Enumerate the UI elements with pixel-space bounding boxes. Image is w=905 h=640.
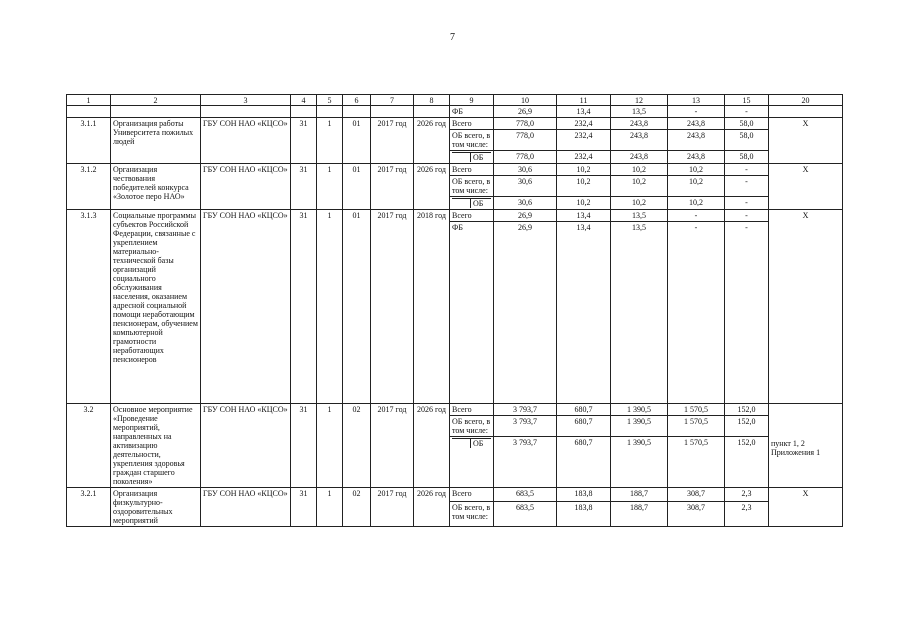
- indent-cell: [452, 153, 471, 163]
- funding-value: -: [725, 164, 769, 176]
- funding-source: ОБ: [471, 439, 492, 449]
- activity-name: Организация чествования победителей конкурса «Золотое перо НАО»: [111, 164, 201, 210]
- funding-value: 58,0: [725, 151, 769, 164]
- column-header: 8: [414, 95, 450, 106]
- funding-value: 188,7: [611, 502, 668, 527]
- code-col6: 02: [343, 404, 371, 488]
- column-header: 9: [450, 95, 494, 106]
- program-table: [66, 94, 843, 527]
- funding-value: 152,0: [725, 437, 769, 488]
- funding-source: [450, 197, 494, 210]
- blank-cell: [67, 106, 111, 118]
- blank-cell: [111, 106, 201, 118]
- blank-cell: [291, 106, 317, 118]
- activity-number: 3.2.1: [67, 488, 111, 527]
- funding-source: [450, 151, 494, 164]
- funding-source: ФБ: [450, 106, 494, 118]
- funding-value: 10,2: [611, 176, 668, 197]
- activity-number: 3.2: [67, 404, 111, 488]
- expected-result: пункт 1, 2 Приложения 1: [769, 404, 843, 488]
- funding-source: ОБ: [471, 199, 492, 209]
- funding-value: 232,4: [557, 151, 611, 164]
- funding-source: Всего: [450, 488, 494, 502]
- funding-value: 58,0: [725, 130, 769, 151]
- funding-value: -: [725, 210, 769, 222]
- funding-source: Всего: [450, 118, 494, 130]
- funding-value: 30,6: [494, 164, 557, 176]
- funding-value: 3 793,7: [494, 437, 557, 488]
- funding-source: [450, 437, 494, 488]
- code-col4: 31: [291, 118, 317, 164]
- funding-value: 1 570,5: [668, 404, 725, 416]
- funding-value: 13,4: [557, 106, 611, 118]
- funding-value: 1 390,5: [611, 437, 668, 488]
- expected-result: Х: [769, 210, 843, 404]
- code-col5: 1: [317, 404, 343, 488]
- blank-cell: [317, 106, 343, 118]
- table-row: [67, 404, 843, 416]
- funding-value: 13,4: [557, 222, 611, 404]
- code-col6: 01: [343, 118, 371, 164]
- funding-value: 243,8: [668, 130, 725, 151]
- activity-name: Организация работы Университета пожилых людей: [111, 118, 201, 164]
- column-header: 20: [769, 95, 843, 106]
- code-col4: 31: [291, 210, 317, 404]
- column-header: 10: [494, 95, 557, 106]
- start-year: 2017 год: [371, 118, 414, 164]
- executor: ГБУ СОН НАО «КЦСО»: [201, 210, 291, 404]
- funding-sub-table: [452, 438, 491, 448]
- funding-source: ОБ всего, в том числе:: [450, 502, 494, 527]
- table-row: [67, 118, 843, 130]
- funding-source: Всего: [450, 404, 494, 416]
- funding-value: 10,2: [557, 164, 611, 176]
- funding-value: -: [725, 106, 769, 118]
- code-col5: 1: [317, 164, 343, 210]
- code-col5: 1: [317, 488, 343, 527]
- activity-name: Основное мероприятие «Проведение мероприятий, направленных на активизацию деятельности, укрепления здоровья граждан старшего поколения»: [111, 404, 201, 488]
- funding-value: 10,2: [611, 164, 668, 176]
- executor: ГБУ СОН НАО «КЦСО»: [201, 488, 291, 527]
- page-number: 7: [450, 32, 455, 43]
- code-col5: 1: [317, 118, 343, 164]
- table-row: [67, 164, 843, 176]
- funding-value: -: [668, 210, 725, 222]
- activity-number: 3.1.3: [67, 210, 111, 404]
- funding-source: Всего: [450, 210, 494, 222]
- column-header: 7: [371, 95, 414, 106]
- funding-value: 58,0: [725, 118, 769, 130]
- column-header: 4: [291, 95, 317, 106]
- funding-value: 188,7: [611, 488, 668, 502]
- funding-value: 232,4: [557, 130, 611, 151]
- column-header: 3: [201, 95, 291, 106]
- expected-result: Х: [769, 164, 843, 210]
- funding-value: 10,2: [611, 197, 668, 210]
- indent-cell: [452, 199, 471, 209]
- code-col4: 31: [291, 164, 317, 210]
- column-header: 11: [557, 95, 611, 106]
- continuation-row: [67, 106, 843, 118]
- funding-source: ФБ: [450, 222, 494, 404]
- code-col4: 31: [291, 488, 317, 527]
- end-year: 2026 год: [414, 488, 450, 527]
- funding-value: 10,2: [557, 176, 611, 197]
- funding-value: 10,2: [668, 197, 725, 210]
- code-col5: 1: [317, 210, 343, 404]
- funding-source: Всего: [450, 164, 494, 176]
- start-year: 2017 год: [371, 210, 414, 404]
- column-header: 12: [611, 95, 668, 106]
- expected-result: Х: [769, 118, 843, 164]
- activity-name: Социальные программы субъектов Российской Федерации, связанные с укреплением материально-технической базы организаций социального обслуживания населения, оказанием адресной социальной помощи неработающим пенсионерам, обучением компьютерной грамотности неработающих пенсионеров: [111, 210, 201, 404]
- start-year: 2017 год: [371, 404, 414, 488]
- funding-value: 243,8: [611, 130, 668, 151]
- end-year: 2026 год: [414, 404, 450, 488]
- funding-value: 680,7: [557, 404, 611, 416]
- funding-value: 243,8: [611, 118, 668, 130]
- funding-value: 680,7: [557, 416, 611, 437]
- funding-source: ОБ: [471, 153, 492, 163]
- column-header: 1: [67, 95, 111, 106]
- funding-value: -: [668, 106, 725, 118]
- column-header: 5: [317, 95, 343, 106]
- blank-cell: [371, 106, 414, 118]
- code-col6: 01: [343, 210, 371, 404]
- funding-value: 1 570,5: [668, 437, 725, 488]
- funding-value: 30,6: [494, 197, 557, 210]
- funding-value: 3 793,7: [494, 416, 557, 437]
- funding-value: 13,5: [611, 210, 668, 222]
- funding-value: 183,8: [557, 502, 611, 527]
- funding-value: 10,2: [668, 164, 725, 176]
- code-col4: 31: [291, 404, 317, 488]
- blank-cell: [201, 106, 291, 118]
- code-col6: 01: [343, 164, 371, 210]
- blank-cell: [343, 106, 371, 118]
- funding-value: 1 390,5: [611, 404, 668, 416]
- code-col6: 02: [343, 488, 371, 527]
- end-year: 2026 год: [414, 164, 450, 210]
- activity-number: 3.1.1: [67, 118, 111, 164]
- funding-value: 778,0: [494, 130, 557, 151]
- funding-value: 26,9: [494, 222, 557, 404]
- header-row: [67, 95, 843, 106]
- executor: ГБУ СОН НАО «КЦСО»: [201, 164, 291, 210]
- funding-value: 13,4: [557, 210, 611, 222]
- funding-value: 778,0: [494, 118, 557, 130]
- funding-value: -: [725, 197, 769, 210]
- funding-value: 308,7: [668, 488, 725, 502]
- table-row: [67, 210, 843, 222]
- funding-value: 10,2: [668, 176, 725, 197]
- funding-value: 152,0: [725, 404, 769, 416]
- funding-value: 13,5: [611, 106, 668, 118]
- funding-value: 152,0: [725, 416, 769, 437]
- end-year: 2026 год: [414, 118, 450, 164]
- indent-cell: [452, 439, 471, 449]
- funding-value: 243,8: [611, 151, 668, 164]
- funding-source: ОБ всего, в том числе:: [450, 130, 494, 151]
- funding-sub-table: [452, 152, 491, 162]
- column-header: 6: [343, 95, 371, 106]
- funding-value: 2,3: [725, 502, 769, 527]
- blank-cell: [414, 106, 450, 118]
- funding-value: 680,7: [557, 437, 611, 488]
- funding-value: 26,9: [494, 106, 557, 118]
- funding-value: 13,5: [611, 222, 668, 404]
- funding-value: -: [725, 222, 769, 404]
- blank-cell: [769, 106, 843, 118]
- funding-value: -: [725, 176, 769, 197]
- funding-value: 683,5: [494, 488, 557, 502]
- funding-value: 683,5: [494, 502, 557, 527]
- funding-value: 30,6: [494, 176, 557, 197]
- funding-source: ОБ всего, в том числе:: [450, 416, 494, 437]
- funding-value: 10,2: [557, 197, 611, 210]
- funding-value: 243,8: [668, 151, 725, 164]
- funding-value: 1 390,5: [611, 416, 668, 437]
- funding-value: 2,3: [725, 488, 769, 502]
- funding-sub-table: [452, 198, 491, 208]
- start-year: 2017 год: [371, 164, 414, 210]
- executor: ГБУ СОН НАО «КЦСО»: [201, 118, 291, 164]
- activity-name: Организация физкультурно-оздоровительных мероприятий: [111, 488, 201, 527]
- funding-value: 778,0: [494, 151, 557, 164]
- funding-value: 1 570,5: [668, 416, 725, 437]
- start-year: 2017 год: [371, 488, 414, 527]
- funding-value: 3 793,7: [494, 404, 557, 416]
- activity-number: 3.1.2: [67, 164, 111, 210]
- executor: ГБУ СОН НАО «КЦСО»: [201, 404, 291, 488]
- funding-source: ОБ всего, в том числе:: [450, 176, 494, 197]
- end-year: 2018 год: [414, 210, 450, 404]
- table-row: [67, 488, 843, 502]
- funding-value: 183,8: [557, 488, 611, 502]
- funding-value: -: [668, 222, 725, 404]
- column-header: 13: [668, 95, 725, 106]
- column-header: 15: [725, 95, 769, 106]
- funding-value: 308,7: [668, 502, 725, 527]
- funding-value: 232,4: [557, 118, 611, 130]
- expected-result: Х: [769, 488, 843, 527]
- funding-value: 243,8: [668, 118, 725, 130]
- funding-value: 26,9: [494, 210, 557, 222]
- column-header: 2: [111, 95, 201, 106]
